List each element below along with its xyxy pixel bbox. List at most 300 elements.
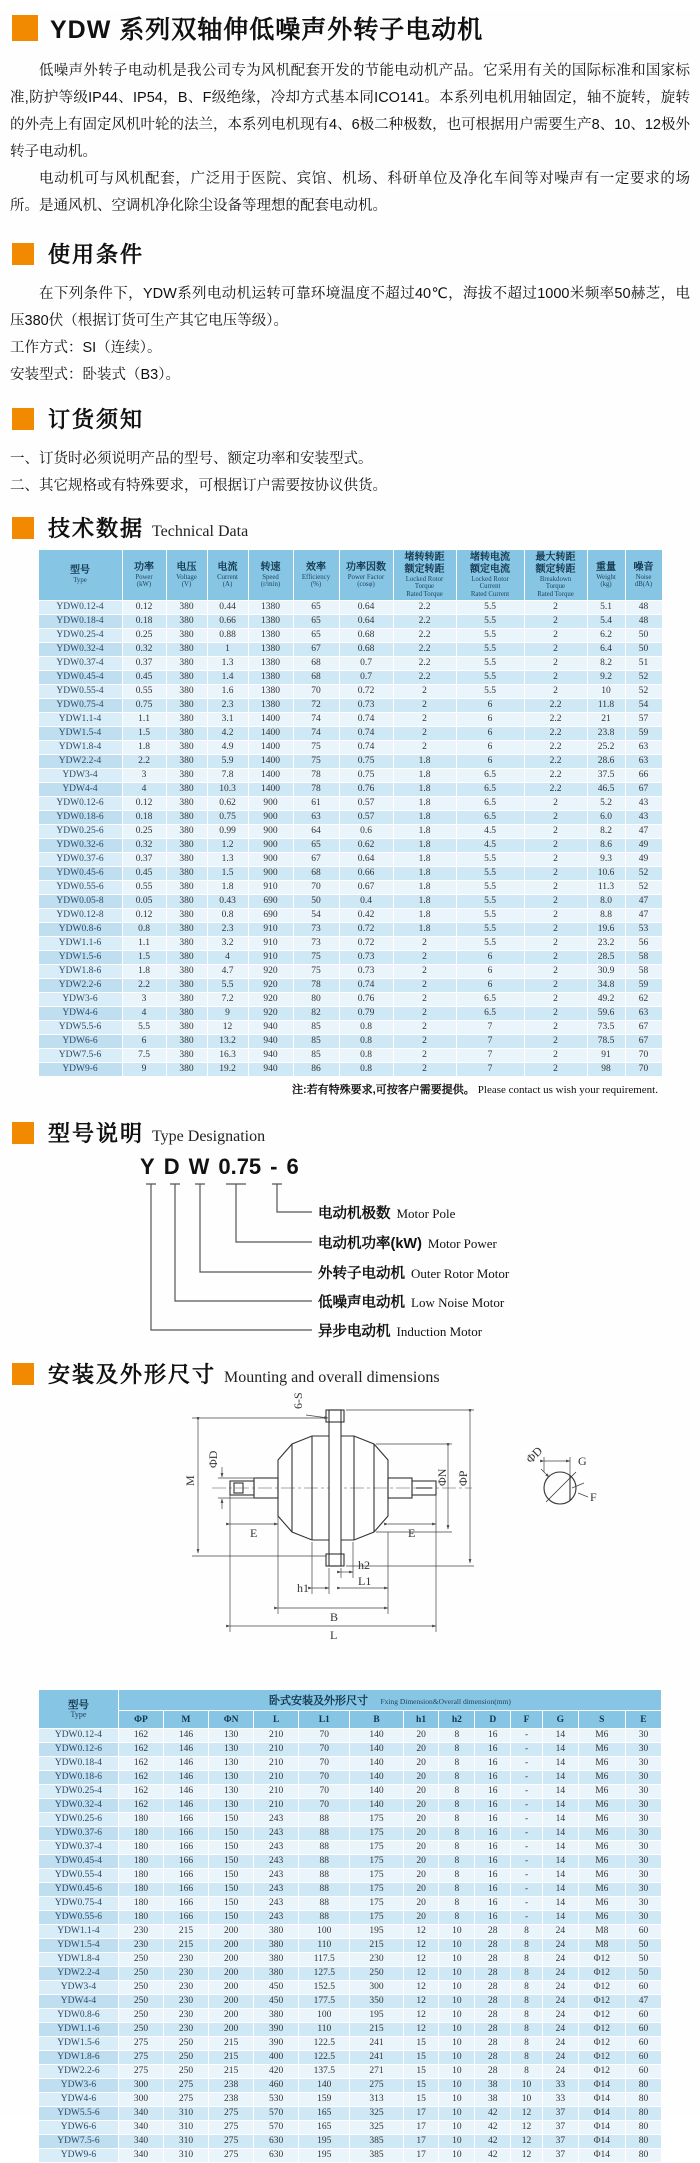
value-cell: 380 [166,923,207,937]
value-cell: 150 [209,1827,254,1841]
value-cell: 150 [209,1911,254,1925]
value-cell: 8.0 [587,895,625,909]
value-cell: 380 [166,867,207,881]
value-cell: 200 [209,1925,254,1939]
model-cell: YDW1.5-4 [39,1939,119,1953]
value-cell: 63 [625,1007,662,1021]
value-cell: 30 [625,1911,661,1925]
value-cell: 5.5 [456,629,524,643]
value-cell: 80 [625,2093,661,2107]
value-cell: 0.44 [207,601,248,615]
value-cell: 146 [163,1743,208,1757]
table-row [38,741,662,755]
value-cell: 88 [299,1841,350,1855]
column-header: E [625,1711,661,1729]
value-cell: 8 [439,1729,475,1743]
model-cell: YDW0.55-4 [39,1869,119,1883]
value-cell: - [511,1897,543,1911]
value-cell: 180 [118,1813,163,1827]
table-row [39,2121,662,2135]
value-cell: 60 [625,2009,661,2023]
value-cell: 630 [254,2149,299,2163]
value-cell: 8 [511,1939,543,1953]
value-cell: 159 [299,2093,350,2107]
value-cell: Φ14 [578,2135,625,2149]
value-cell: 20 [403,1841,439,1855]
value-cell: 56 [625,937,662,951]
value-cell: M6 [578,1771,625,1785]
value-cell: 42 [475,2121,511,2135]
value-cell: 16 [475,1729,511,1743]
value-cell: 73 [293,937,339,951]
value-cell: 380 [166,685,207,699]
value-cell: 8 [511,1981,543,1995]
model-cell: YDW0.45-6 [39,1883,119,1897]
orange-square-icon [12,243,34,265]
value-cell: 8 [511,2037,543,2051]
value-cell: 64 [293,825,339,839]
value-cell: 0.25 [122,629,166,643]
type-column-header [39,1690,119,1729]
value-cell: 1400 [248,727,293,741]
model-cell: YDW0.55-6 [38,881,122,895]
table-row [38,797,662,811]
value-cell: 920 [248,965,293,979]
value-cell: 0.79 [339,1007,393,1021]
value-cell: 0.75 [207,811,248,825]
value-cell: 47 [625,895,662,909]
value-cell: 75 [293,741,339,755]
table-row [39,1729,662,1743]
model-cell: YDW9-6 [38,1063,122,1077]
model-cell: YDW7.5-6 [39,2135,119,2149]
value-cell: 325 [350,2107,403,2121]
value-cell: 17 [403,2121,439,2135]
value-cell: 0.76 [339,993,393,1007]
value-cell: 24 [542,1925,578,1939]
value-cell: 1.5 [122,727,166,741]
table-row [38,629,662,643]
value-cell: 150 [209,1841,254,1855]
section-title: 安装及外形尺寸 [48,1362,217,1387]
usage-body: 在下列条件下，YDW系列电动机运转可靠环境温度不超过40℃，海拔不超过1000米频率50赫芝，电压380伏（根据订货可生产其它电压等级）。 [10,286,690,329]
value-cell: 5.5 [456,615,524,629]
value-cell: 2 [393,993,456,1007]
value-cell: 390 [254,2037,299,2051]
value-cell: 130 [209,1785,254,1799]
value-cell: 390 [254,2023,299,2037]
value-cell: 210 [254,1799,299,1813]
value-cell: 0.99 [207,825,248,839]
value-cell: 380 [254,1925,299,1939]
table-row [38,881,662,895]
value-cell: 9.2 [587,671,625,685]
value-cell: 28 [475,2037,511,2051]
value-cell: 2 [524,615,587,629]
value-cell: 2 [393,713,456,727]
value-cell: 15 [403,2065,439,2079]
value-cell: 210 [254,1757,299,1771]
value-cell: 66 [625,769,662,783]
value-cell: 10 [439,1925,475,1939]
value-cell: 86 [293,1063,339,1077]
value-cell: 140 [350,1799,403,1813]
value-cell: 7 [456,1063,524,1077]
value-cell: 1.8 [393,909,456,923]
value-cell: 380 [166,811,207,825]
value-cell: 20 [403,1729,439,1743]
value-cell: 215 [209,2065,254,2079]
value-cell: 12 [403,2023,439,2037]
value-cell: 88 [299,1883,350,1897]
column-header: 噪音 Noise dB(A) [625,550,662,601]
value-cell: 16 [475,1869,511,1883]
value-cell: 195 [299,2135,350,2149]
value-cell: 920 [248,993,293,1007]
table-row [38,1063,662,1077]
value-cell: 50 [625,629,662,643]
value-cell: M6 [578,1799,625,1813]
value-cell: 34.8 [587,979,625,993]
value-cell: 340 [118,2135,163,2149]
value-cell: 3.1 [207,713,248,727]
table-row [38,713,662,727]
value-cell: 230 [118,1939,163,1953]
value-cell: 50 [625,1953,661,1967]
value-cell: 6 [122,1035,166,1049]
value-cell: 30 [625,1729,661,1743]
value-cell: M6 [578,1757,625,1771]
value-cell: 8.6 [587,839,625,853]
value-cell: 166 [163,1911,208,1925]
table-row [38,1049,662,1063]
value-cell: 300 [350,1981,403,1995]
value-cell: 11.3 [587,881,625,895]
value-cell: 85 [293,1021,339,1035]
value-cell: - [511,1757,543,1771]
value-cell: 0.18 [122,811,166,825]
value-cell: 24 [542,1953,578,1967]
value-cell: 215 [163,1925,208,1939]
value-cell: 230 [163,2009,208,2023]
model-cell: YDW4-4 [39,1995,119,2009]
value-cell: 8 [439,1757,475,1771]
value-cell: 2.2 [393,629,456,643]
model-cell: YDW3-6 [38,993,122,1007]
model-cell: YDW3-4 [38,769,122,783]
value-cell: 380 [166,671,207,685]
value-cell: 15 [403,2093,439,2107]
value-cell: 28 [475,2065,511,2079]
value-cell: 74 [293,727,339,741]
dim-label-e-left: E [250,1526,258,1540]
value-cell: 1400 [248,783,293,797]
value-cell: 28 [475,1981,511,1995]
value-cell: 1.8 [207,881,248,895]
value-cell: 9.3 [587,853,625,867]
column-header: F [511,1711,543,1729]
table-row [39,2023,662,2037]
model-cell: YDW0.18-6 [38,811,122,825]
mounting-dimension-table [38,1689,662,2163]
value-cell: 65 [293,629,339,643]
value-cell: 28 [475,1967,511,1981]
value-cell: 5.2 [587,797,625,811]
value-cell: 30 [625,1785,661,1799]
table-row [38,699,662,713]
section-title-en: Technical Data [152,523,249,540]
value-cell: 14 [542,1813,578,1827]
model-cell: YDW0.25-4 [38,629,122,643]
value-cell: 271 [350,2065,403,2079]
section-title: 使用条件 [48,242,145,267]
mount-table-header-row-1 [39,1690,662,1711]
value-cell: 380 [166,853,207,867]
table-row [39,2037,662,2051]
value-cell: 6.0 [587,811,625,825]
table-row [38,923,662,937]
value-cell: 10.3 [207,783,248,797]
table-row [39,1967,662,1981]
value-cell: 250 [118,2023,163,2037]
value-cell: 37 [542,2149,578,2163]
value-cell: 10 [587,685,625,699]
table-row [38,951,662,965]
value-cell: 8 [511,2023,543,2037]
value-cell: 67 [625,1035,662,1049]
section-title: 型号说明 [48,1121,145,1146]
model-cell: YDW0.12-4 [39,1729,119,1743]
dim-label-6s: 6-S [291,1392,305,1409]
value-cell: 2.2 [524,727,587,741]
value-cell: 130 [209,1729,254,1743]
type-code-part: 0.75 [218,1154,262,1179]
table-row [39,1995,662,2009]
value-cell: 2 [524,979,587,993]
value-cell: 380 [166,741,207,755]
value-cell: 75 [293,951,339,965]
table-row [39,1827,662,1841]
column-header: ΦP [118,1711,163,1729]
usage-line-2: 安装型式：卧装式（B3）。 [10,367,180,383]
value-cell: 70 [299,1771,350,1785]
value-cell: 70 [299,1729,350,1743]
value-cell: 2 [393,1063,456,1077]
value-cell: 30.9 [587,965,625,979]
value-cell: 70 [625,1063,662,1077]
value-cell: 250 [163,2051,208,2065]
value-cell: - [511,1883,543,1897]
value-cell: 5.5 [456,643,524,657]
value-cell: 1400 [248,755,293,769]
group-header-en: Fxing Dimension&Overall dimension(mm) [380,1697,511,1706]
designation-label: 异步电动机 Induction Motor [318,1324,483,1340]
value-cell: 50 [625,643,662,657]
value-cell: 28 [475,2051,511,2065]
column-header: 电流 Current (A) [207,550,248,601]
value-cell: 0.32 [122,839,166,853]
table-row [38,657,662,671]
value-cell: 165 [299,2121,350,2135]
value-cell: 2 [524,867,587,881]
table-row [38,769,662,783]
value-cell: 4.9 [207,741,248,755]
value-cell: 28 [475,2023,511,2037]
dim-label-d2: ΦD [523,1443,546,1466]
value-cell: 6 [456,727,524,741]
value-cell: 5.5 [456,601,524,615]
table-row [38,1021,662,1035]
value-cell: 275 [118,2051,163,2065]
value-cell: 8 [511,1995,543,2009]
value-cell: 30 [625,1771,661,1785]
value-cell: - [511,1785,543,1799]
value-cell: 12 [207,1021,248,1035]
intro-paragraph-2: 电动机可与风机配套，广泛用于医院、宾馆、机场、科研单位及净化车间等对噪声有一定要求的场所。是通风机、空调机净化除尘设备等理想的配套电动机。 [10,171,690,214]
value-cell: 241 [350,2037,403,2051]
value-cell: - [511,1841,543,1855]
model-cell: YDW2.2-6 [39,2065,119,2079]
value-cell: 59.6 [587,1007,625,1021]
section-usage-heading [12,238,700,269]
model-cell: YDW0.12-6 [38,797,122,811]
value-cell: 250 [163,2065,208,2079]
value-cell: 0.4 [339,895,393,909]
value-cell: 23.8 [587,727,625,741]
value-cell: 74 [293,713,339,727]
value-cell: 17 [403,2135,439,2149]
value-cell: 60 [625,2037,661,2051]
value-cell: 380 [166,1063,207,1077]
value-cell: 24 [542,2009,578,2023]
table-row [39,2107,662,2121]
value-cell: 380 [166,601,207,615]
value-cell: 0.8 [339,1021,393,1035]
value-cell: 4.5 [456,839,524,853]
value-cell: 2.3 [207,699,248,713]
model-cell: YDW6-6 [39,2121,119,2135]
model-cell: YDW0.45-6 [38,867,122,881]
value-cell: 8 [439,1883,475,1897]
value-cell: 60 [625,2023,661,2037]
value-cell: 10 [439,2107,475,2121]
value-cell: 166 [163,1883,208,1897]
table-row [39,1953,662,1967]
value-cell: 88 [299,1827,350,1841]
value-cell: 8 [511,2009,543,2023]
value-cell: 20 [403,1855,439,1869]
value-cell: 130 [209,1757,254,1771]
value-cell: 200 [209,1953,254,1967]
value-cell: 20 [403,1827,439,1841]
model-cell: YDW0.32-6 [38,839,122,853]
value-cell: 30 [625,1827,661,1841]
orange-square-icon [12,1363,34,1385]
value-cell: 0.72 [339,685,393,699]
value-cell: 137.5 [299,2065,350,2079]
value-cell: 14 [542,1841,578,1855]
value-cell: 4.5 [456,825,524,839]
value-cell: 38 [475,2093,511,2107]
value-cell: 72 [293,699,339,713]
value-cell: 340 [118,2107,163,2121]
value-cell: 14 [542,1883,578,1897]
value-cell: 910 [248,951,293,965]
value-cell: 1380 [248,601,293,615]
value-cell: 88 [299,1869,350,1883]
intro-paragraph-1: 低噪声外转子电动机是我公司专为风机配套开发的节能电动机产品。它采用有关的国际标准和国家标准,防护等级IP44、IP54，B、F级绝缘，冷却方式基本同ICO141。本系列电机用轴固定，轴不旋转，旋转的外壳上有固定风机叶轮的法兰，本系列电机现有4、6极二种极数，也可根据用户需要生产8、10、12极外转子电动机。 [10,63,690,160]
model-cell: YDW1.1-6 [39,2023,119,2037]
value-cell: 162 [118,1799,163,1813]
value-cell: 195 [350,2009,403,2023]
value-cell: 2 [524,993,587,1007]
value-cell: 12 [511,2121,543,2135]
table-row [39,1911,662,1925]
value-cell: 117.5 [299,1953,350,1967]
column-header: h1 [403,1711,439,1729]
value-cell: 1.8 [393,923,456,937]
value-cell: 2 [524,951,587,965]
table-row [39,1939,662,1953]
value-cell: 8.2 [587,657,625,671]
value-cell: 0.72 [339,923,393,937]
value-cell: 1.1 [122,713,166,727]
model-cell: YDW1.1-4 [38,713,122,727]
value-cell: 24 [542,2037,578,2051]
model-cell: YDW0.18-6 [39,1771,119,1785]
value-cell: - [511,1869,543,1883]
value-cell: 2.2 [122,755,166,769]
value-cell: 530 [254,2093,299,2107]
value-cell: 2.2 [524,741,587,755]
value-cell: - [511,1911,543,1925]
value-cell: 380 [166,965,207,979]
column-header: M [163,1711,208,1729]
value-cell: 2.2 [393,615,456,629]
value-cell: 2 [393,1049,456,1063]
value-cell: 37.5 [587,769,625,783]
value-cell: 152.5 [299,1981,350,1995]
value-cell: 570 [254,2107,299,2121]
value-cell: 73.5 [587,1021,625,1035]
value-cell: M8 [578,1925,625,1939]
value-cell: 47 [625,1995,661,2009]
model-cell: YDW0.45-4 [39,1855,119,1869]
table-row [38,727,662,741]
table-row [38,1035,662,1049]
value-cell: 3 [122,769,166,783]
value-cell: 13.2 [207,1035,248,1049]
value-cell: 8 [511,1953,543,1967]
table-row [38,993,662,1007]
value-cell: 100 [299,1925,350,1939]
value-cell: 16 [475,1855,511,1869]
value-cell: 24 [542,2051,578,2065]
value-cell: - [511,1813,543,1827]
value-cell: 215 [163,1939,208,1953]
value-cell: 380 [166,839,207,853]
value-cell: 920 [248,1007,293,1021]
table-row [38,783,662,797]
value-cell: 2.3 [207,923,248,937]
value-cell: 10 [439,1939,475,1953]
model-cell: YDW9-6 [39,2149,119,2163]
value-cell: 0.74 [339,979,393,993]
value-cell: 0.67 [339,881,393,895]
value-cell: 2.2 [524,783,587,797]
value-cell: 0.37 [122,657,166,671]
model-cell: YDW0.05-8 [38,895,122,909]
